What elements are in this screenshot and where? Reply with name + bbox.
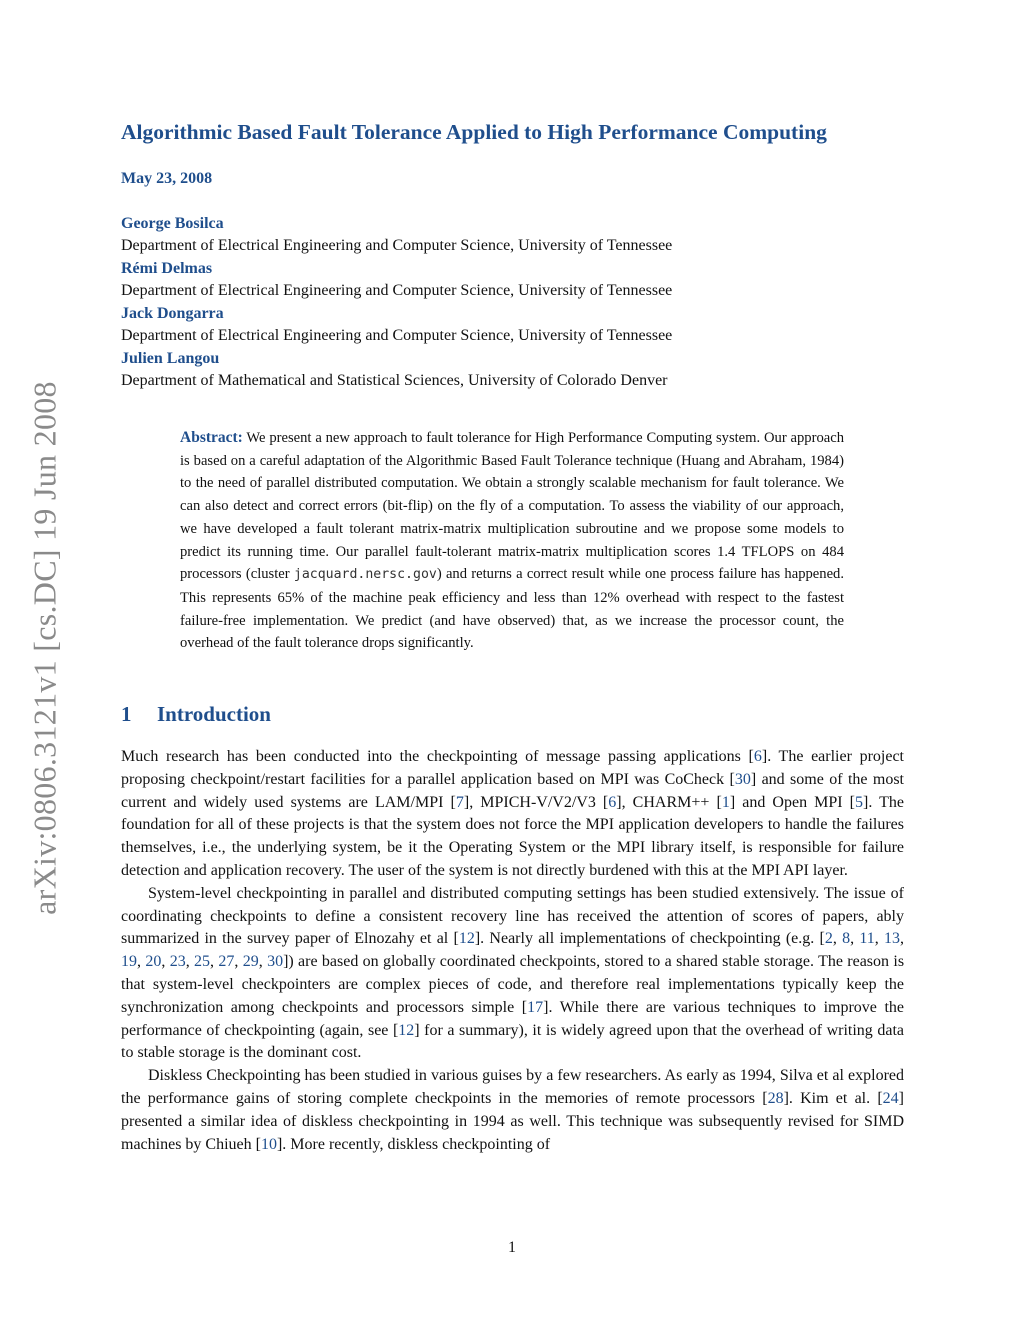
paper-title: Algorithmic Based Fault Tolerance Applied to High Performance Computing	[121, 120, 827, 144]
citation-link[interactable]: 10	[260, 1135, 277, 1153]
paragraph-text: ,	[832, 930, 843, 948]
citation-link[interactable]: 23	[169, 953, 186, 971]
author-list	[121, 212, 921, 392]
paragraph-text: System-level checkpointing in parallel and distributed computing settings has been studied extensively. The issue of coordinating checkpoints to define a consistent recovery line has received the attention of scores of papers, ably summarized in the survey paper of Elnozahy et al [	[121, 884, 904, 948]
paragraph-text: ,	[137, 953, 146, 971]
paragraph-text: ]. The earlier project proposing checkpoint/restart facilities for a parallel application based on MPI was CoCheck [	[121, 748, 904, 788]
paragraph-text: ,	[258, 953, 268, 971]
citation-link[interactable]: 25	[194, 953, 211, 971]
author-name: Jack Dongarra	[121, 305, 224, 322]
section-heading	[121, 700, 271, 728]
body-paragraph	[121, 1065, 904, 1156]
paragraph-text: ] for a summary), it is widely agreed upon that the overhead of writing data to stable storage is the dominant cost.	[121, 1021, 904, 1062]
author-name: Rémi Delmas	[121, 260, 213, 277]
citation-link[interactable]: 11	[859, 930, 875, 948]
citation-link[interactable]: 8	[842, 930, 851, 948]
paragraph-text: ], CHARM++ [	[616, 793, 722, 811]
citation-link[interactable]: 6	[753, 748, 762, 765]
paragraph-text: Diskless Checkpointing has been studied in various guises by a few researchers. As early as 1994, Silva et al explored the performance gains of storing complete checkpoints in the memories of remote processors [	[121, 1067, 904, 1107]
paragraph-text: ] presented a similar idea of diskless checkpointing in 1994 as well. This technique was subsequently revised for SIMD machines by Chiueh [	[121, 1089, 904, 1153]
cluster-hostname: jacquard.nersc.gov	[293, 567, 437, 583]
citation-link[interactable]: 24	[882, 1089, 899, 1107]
citation-link[interactable]: 7	[455, 793, 464, 811]
citation-link[interactable]: 2	[824, 930, 833, 948]
citation-link[interactable]: 13	[884, 930, 901, 948]
body-paragraph	[121, 746, 904, 883]
author-affiliation: Department of Electrical Engineering and Computer Science, University of Tennessee	[121, 327, 673, 344]
citation-link[interactable]: 30	[267, 953, 284, 971]
abstract	[180, 427, 844, 655]
section-number: 1	[121, 702, 132, 726]
author-name: Julien Langou	[121, 350, 220, 367]
citation-link[interactable]: 6	[608, 793, 617, 811]
abstract-text: We present a new approach to fault tolerance for High Performance Computing system. Our approach is based on a careful adaptation of the Algorithmic Based Fault Tolerance technique (Huang and Abraham, 1984) to the need of parallel distributed computation. We obtain a strongly scalable mechanism for fault tolerance. We can also detect and correct errors (bit-flip) on the fly of a computation. To assess the viability of our approach, we have developed a fault tolerant matrix-matrix multiplication subroutine and we propose some models to predict its running time. Our parallel fault-tolerant matrix-matrix multiplication scores 1.4 TFLOPS on 484 processors (cluster	[180, 430, 844, 583]
paragraph-text: ,	[210, 953, 219, 971]
paragraph-text: ]. The foundation for all of these projects is that the system does not force the MPI application developers to handle the failures themselves, i.e., the underlying system, be it the Operating System or the MPI library itself, is responsible for failure detection and application recovery. The user of the system is not directly burdened with this at the MPI API layer.	[121, 793, 905, 879]
author-affiliation: Department of Mathematical and Statistical Sciences, University of Colorado Denver	[121, 372, 668, 389]
paragraph-text: ,	[185, 953, 195, 971]
author-affiliation: Department of Electrical Engineering and Computer Science, University of Tennessee	[121, 282, 673, 299]
citation-link[interactable]: 29	[242, 953, 259, 971]
paragraph-text: ,	[850, 930, 860, 948]
paragraph-text: ]. Kim et al. [	[783, 1089, 883, 1107]
page-number: 1	[508, 1239, 516, 1256]
paragraph-text: Much research has been conducted into the checkpointing of message passing applications [	[121, 748, 754, 765]
abstract-text-continued: ) and returns a correct result while one process failure has happened. This represents 65% of the machine peak efficiency and less than 12% overhead with respect to the fastest failure-free implementation. We predict (and have observed) that, as we increase the processor count, the overhead of the fault tolerance drops significantly.	[180, 566, 844, 652]
citation-link[interactable]: 1	[721, 793, 730, 811]
author-affiliation: Department of Electrical Engineering and Computer Science, University of Tennessee	[121, 237, 673, 254]
paragraph-text: ] and some of the most current and widely used systems are LAM/MPI [	[121, 770, 904, 811]
citation-link[interactable]: 20	[145, 953, 162, 971]
citation-link[interactable]: 28	[767, 1089, 784, 1107]
abstract-label: Abstract:	[180, 429, 243, 446]
citation-link[interactable]: 27	[218, 953, 235, 971]
body-paragraph	[121, 883, 904, 1065]
paragraph-text: ]. More recently, diskless checkpointing of	[276, 1135, 551, 1153]
citation-link[interactable]: 19	[121, 953, 137, 971]
paragraph-text: ,	[900, 930, 905, 948]
paragraph-text: ,	[161, 953, 170, 971]
citation-link[interactable]: 30	[734, 770, 751, 788]
publication-date: May 23, 2008	[121, 170, 213, 187]
paragraph-text: ,	[234, 953, 243, 971]
paragraph-text: ] and Open MPI [	[729, 793, 856, 811]
citation-link[interactable]: 12	[458, 930, 475, 948]
paragraph-text: ]) are based on globally coordinated checkpoints, stored to a shared stable storage. The reason is that system-level checkpointers are complex pieces of code, and therefore real implementations typically keep the synchronization among checkpoints and processors simple [	[121, 953, 905, 1016]
introduction-body	[121, 746, 904, 1156]
paragraph-text: ]. Nearly all implementations of checkpointing (e.g. [	[474, 930, 825, 948]
section-title: Introduction	[157, 702, 271, 726]
paragraph-text: ,	[874, 930, 885, 948]
citation-link[interactable]: 12	[398, 1021, 415, 1039]
citation-link[interactable]: 5	[855, 793, 864, 811]
paragraph-text: ], MPICH-V/V2/V3 [	[463, 793, 609, 811]
paragraph-text: ]. While there are various techniques to improve the performance of checkpointing (again, see [	[121, 998, 904, 1039]
author-name: George Bosilca	[121, 215, 224, 232]
citation-link[interactable]: 17	[527, 998, 544, 1016]
arxiv-identifier-stamp: arXiv:0806.3121v1 [cs.DC] 19 Jun 2008	[26, 381, 63, 915]
